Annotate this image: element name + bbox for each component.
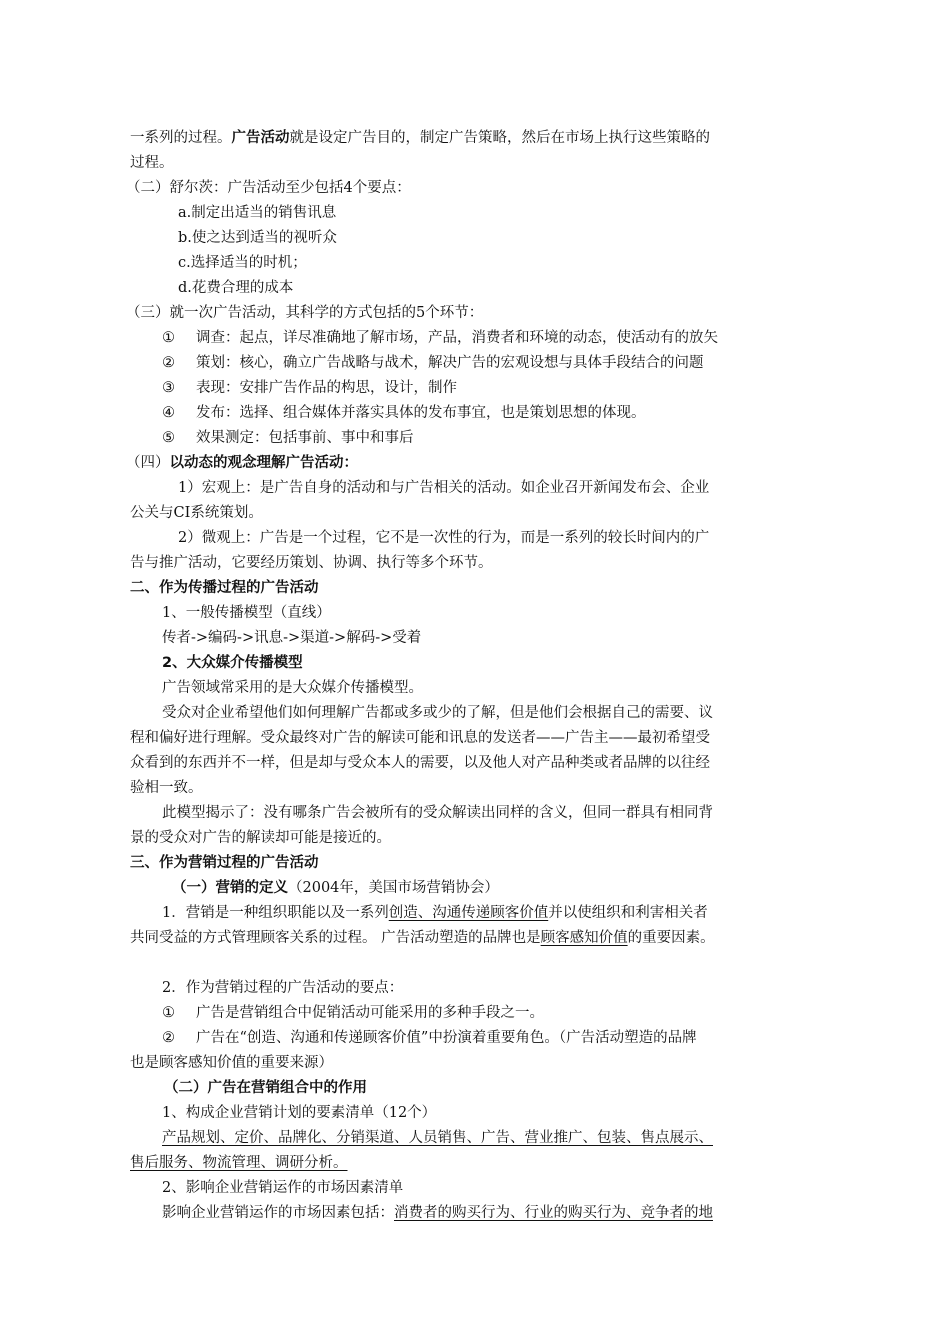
paragraph-line: 程和偏好进行理解。受众最终对广告的解读可能和讯息的发送者——广告主——最初希望受 bbox=[130, 730, 710, 746]
bold-term: 广告活动 bbox=[231, 130, 290, 146]
list-item: 广告是营销组合中促销活动可能采用的多种手段之一。 bbox=[196, 1005, 544, 1021]
paragraph-line bbox=[162, 1201, 713, 1226]
text: 的重要因素。 bbox=[627, 930, 715, 946]
paragraph-line bbox=[130, 126, 710, 151]
subheading-note: （2004年，美国市场营销协会） bbox=[288, 880, 499, 896]
text: 一系列的过程。 bbox=[130, 130, 232, 146]
subheading: 1、构成企业营销计划的要素清单（12个） bbox=[162, 1105, 437, 1121]
list-item-number: ② bbox=[162, 355, 175, 371]
section-heading: （二）舒尔茨：广告活动至少包括4个要点： bbox=[126, 180, 411, 196]
subheading-bold: （一）营销的定义 bbox=[172, 880, 288, 896]
paragraph-line: 也是顾客感知价值的重要来源） bbox=[130, 1055, 333, 1071]
underlined-term: 消费者的购买行为、行业的购买行为、竞争者的地 bbox=[394, 1205, 713, 1221]
part-heading: 二、作为传播过程的广告活动 bbox=[130, 580, 319, 596]
paragraph-line bbox=[162, 901, 708, 926]
paragraph-line: 1）宏观上：是广告自身的活动和与广告相关的活动。如企业召开新闻发布会、企业 bbox=[178, 480, 710, 496]
list-item-number: ④ bbox=[162, 405, 175, 421]
paragraph-line: 广告领域常采用的是大众媒介传播模型。 bbox=[162, 680, 423, 696]
paragraph-line: 众看到的东西并不一样，但是却与受众本人的需要，以及他人对产品种类或者品牌的以往经 bbox=[130, 755, 710, 771]
flow-line: 传者->编码->讯息->渠道->解码->受着 bbox=[162, 630, 422, 646]
list-item: 策划：核心，确立广告战略与战术，解决广告的宏观设想与具体手段结合的问题 bbox=[196, 355, 704, 371]
paragraph-line: 受众对企业希望他们如何理解广告都或多或少的了解，但是他们会根据自己的需要、议 bbox=[162, 705, 713, 721]
text: 就是设定广告目的，制定广告策略，然后在市场上执行这些策略的 bbox=[289, 130, 710, 146]
heading-bold: 以动态的观念理解广告活动： bbox=[169, 455, 358, 471]
subheading: 2、大众媒介传播模型 bbox=[162, 655, 303, 671]
list-item: 调查：起点，详尽准确地了解市场，产品，消费者和环境的动态，使活动有的放矢 bbox=[196, 330, 718, 346]
paragraph-line: 验相一致。 bbox=[130, 780, 203, 796]
subheading bbox=[172, 876, 499, 901]
heading-prefix: （四） bbox=[126, 455, 170, 471]
list-item: 广告在“创造、沟通和传递顾客价值”中扮演着重要角色。（广告活动塑造的品牌 bbox=[196, 1030, 697, 1046]
list-item-number: ② bbox=[162, 1030, 175, 1046]
list-item-number: ① bbox=[162, 1005, 175, 1021]
paragraph-line: 景的受众对广告的解读却可能是接近的。 bbox=[130, 830, 391, 846]
list-item: 发布：选择、组合媒体并落实具体的发布事宜，也是策划思想的体现。 bbox=[196, 405, 646, 421]
list-item-number: ① bbox=[162, 330, 175, 346]
list-item: 表现：安排广告作品的构思，设计，制作 bbox=[196, 380, 457, 396]
subheading: 2．作为营销过程的广告活动的要点： bbox=[162, 980, 404, 996]
underlined-term: 创造、沟通传递顾客价值 bbox=[388, 905, 549, 921]
text: 共同受益的方式管理顾客关系的过程。 广告活动塑造的品牌也是 bbox=[130, 930, 541, 946]
list-item-number: ③ bbox=[162, 380, 175, 396]
list-item: c.选择适当的时机； bbox=[178, 255, 307, 271]
list-item: 效果测定：包括事前、事中和事后 bbox=[196, 430, 414, 446]
paragraph-line: 过程。 bbox=[130, 155, 174, 171]
list-item: a.制定出适当的销售讯息 bbox=[178, 205, 337, 221]
subheading: （二）广告在营销组合中的作用 bbox=[164, 1080, 367, 1096]
section-heading: （三）就一次广告活动，其科学的方式包括的5个环节： bbox=[126, 305, 484, 321]
subheading: 2、影响企业营销运作的市场因素清单 bbox=[162, 1180, 404, 1196]
paragraph-line bbox=[130, 926, 715, 951]
text: 并以使组织和利害相关者 bbox=[548, 905, 708, 921]
paragraph-line: 此模型揭示了：没有哪条广告会被所有的受众解读出同样的含义，但同一群具有相同背 bbox=[162, 805, 713, 821]
subheading: 1、一般传播模型（直线） bbox=[162, 605, 331, 621]
underlined-list: 售后服务、物流管理、调研分析。 bbox=[130, 1155, 348, 1171]
underlined-list: 产品规划、定价、品牌化、分销渠道、人员销售、广告、营业推广、包装、售点展示、 bbox=[162, 1130, 713, 1146]
part-heading: 三、作为营销过程的广告活动 bbox=[130, 855, 319, 871]
paragraph-line: 告与推广活动，它要经历策划、协调、执行等多个环节。 bbox=[130, 555, 493, 571]
paragraph-line: 公关与CI系统策划。 bbox=[130, 505, 263, 521]
list-item: b.使之达到适当的视听众 bbox=[178, 230, 337, 246]
list-item: d.花费合理的成本 bbox=[178, 280, 294, 296]
paragraph-line: 2）微观上：广告是一个过程，它不是一次性的行为，而是一系列的较长时间内的广 bbox=[178, 530, 710, 546]
text: 1．营销是一种组织职能以及一系列 bbox=[162, 905, 389, 921]
list-item-number: ⑤ bbox=[162, 430, 175, 446]
underlined-term: 顾客感知价值 bbox=[540, 930, 628, 946]
section-heading bbox=[126, 451, 358, 476]
text: 影响企业营销运作的市场因素包括： bbox=[162, 1205, 394, 1221]
